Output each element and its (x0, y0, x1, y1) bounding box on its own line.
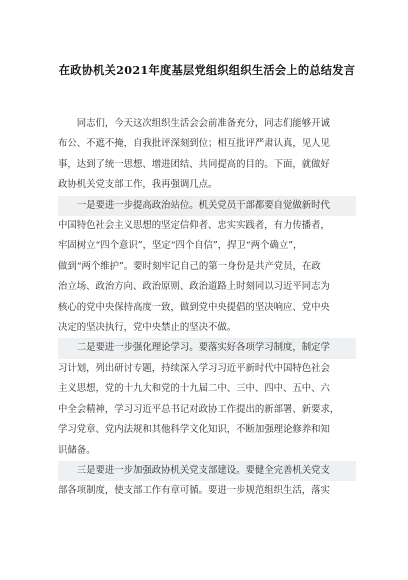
text-line: 做到“两个维护”。要时刻牢记自己的第一身份是共产党员，在政 (58, 260, 321, 272)
text-line: 学习党章、党内法规和其他科学文化知识，不断加强理论修养和知 (58, 424, 330, 436)
text-line: 三是要进一步加强政协机关党支部建设。要健全完善机关党支 (58, 461, 356, 481)
text-line: 中国特色社会主义思想的坚定信仰者、忠实实践者，有力传播者， (58, 220, 330, 232)
text-line: 核心的党中央保持高度一致，做到党中央提倡的坚决响应、党中央 (58, 301, 330, 313)
text-line: 决定的坚决执行，党中央禁止的坚决不做。 (58, 322, 237, 334)
document-title: 在政协机关2021年度基层党组织组织生活会上的总结发言 (58, 63, 356, 77)
text-line: 一是要进一步提高政治站位。机关党员干部都要自觉做新时代 (58, 196, 356, 216)
text-line: 牢固树立“四个意识”，坚定“四个自信”，捍卫“两个确立”， (58, 240, 303, 252)
paragraph-branch-building (58, 461, 356, 502)
text-line: 政协机关党支部工作，我再强调几点。 (58, 179, 218, 191)
text-line: 治立场、政治方向、政治原则、政治道路上时刻同以习近平同志为 (58, 281, 330, 293)
text-line: 主义思想，党的十九大和党的十九届二中、三中、四中、五中、六 (58, 383, 330, 395)
text-line: 二是要进一步强化理论学习。要落实好各项学习制度，制定学 (58, 338, 356, 358)
text-line: 事，达到了统一思想、增进团结、共同提高的目的。下面，就做好 (58, 158, 330, 170)
paragraph-theory-study (58, 338, 356, 460)
text-line: 布公、不遮不掩，自我批评深刻到位；相互批评严肃认真，见人见 (58, 138, 330, 150)
text-line: 部各项制度，使支部工作有章可循。要进一步规范组织生活，落实 (58, 485, 330, 497)
text-line: 同志们，今天这次组织生活会会前准备充分，同志们能够开诚 (58, 118, 330, 129)
paragraph-political-stance (58, 196, 356, 339)
text-line: 中全会精神，学习习近平总书记对政协工作提出的新部署、新要求， (58, 403, 340, 415)
text-line: 识储备。 (58, 444, 96, 456)
text-line: 习计划，列出研讨专题，持续深入学习习近平新时代中国特色社会 (58, 362, 330, 374)
paragraph-opening (58, 114, 356, 196)
